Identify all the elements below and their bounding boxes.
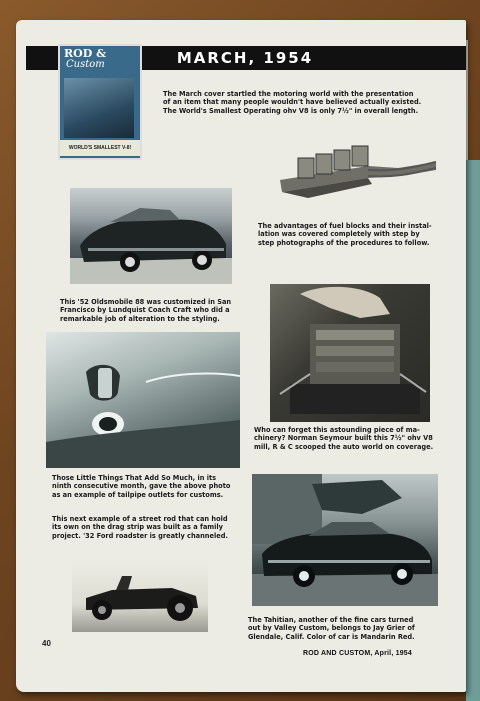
caption-intro: The March cover startled the motoring world with the presentation of an item that many people wouldn't have believed actually existed. The World's Smallest Operating ohv V8 is only 7½" in overall length.: [163, 90, 422, 115]
fuel-blocks-photo: [268, 140, 438, 202]
caption-engine: Who can forget this astounding piece of ma- chinery? Norman Seymour built this 7½" ohv V8 mill, R & C scooped the auto world on coverage.: [254, 426, 434, 451]
caption-oldsmobile: This '52 Oldsmobile 88 was customized in San Francisco by Lundquist Coach Craft who did a remarkable job of alteration to the styling.: [60, 298, 232, 323]
cover-photo: [64, 78, 134, 138]
next-page-edge: [466, 160, 480, 701]
cover-logo-script: Custom: [66, 59, 105, 70]
cover-logo: ROD &: [64, 47, 107, 60]
cover-strip: WORLD'S SMALLEST V-8!: [60, 140, 140, 156]
magazine-credit: ROD AND CUSTOM, April, 1954: [303, 650, 412, 657]
tahitian-custom-car-photo: [252, 474, 438, 606]
ford-roadster-photo: [72, 562, 208, 632]
page-title: MARCH, 1954: [176, 49, 314, 67]
caption-tahitian: The Tahitian, another of the fine cars turned out by Valley Custom, belongs to Jay Grier of Glendale, Calif. Color of car is Mandarin Red.: [248, 616, 415, 641]
caption-little-things: Those Little Things That Add So Much, in its ninth consecutive month, gave the above photo as an example of tailpipe outlets for customs.: [52, 474, 231, 499]
magazine-cover-thumbnail: [58, 44, 142, 160]
tailpipe-outlet-photo: [46, 332, 240, 468]
oldsmobile-photo: [70, 188, 232, 284]
miniature-engine-photo: [270, 284, 430, 422]
caption-fuel-blocks: The advantages of fuel blocks and their instal- lation was covered completely with step by step photographs of the procedures to follow.: [258, 222, 432, 247]
page-number: 40: [42, 639, 51, 648]
caption-street-rod: This next example of a street rod that can hold its own on the drag strip was built as a family project. '32 Ford roadster is greatly channeled.: [52, 515, 228, 540]
